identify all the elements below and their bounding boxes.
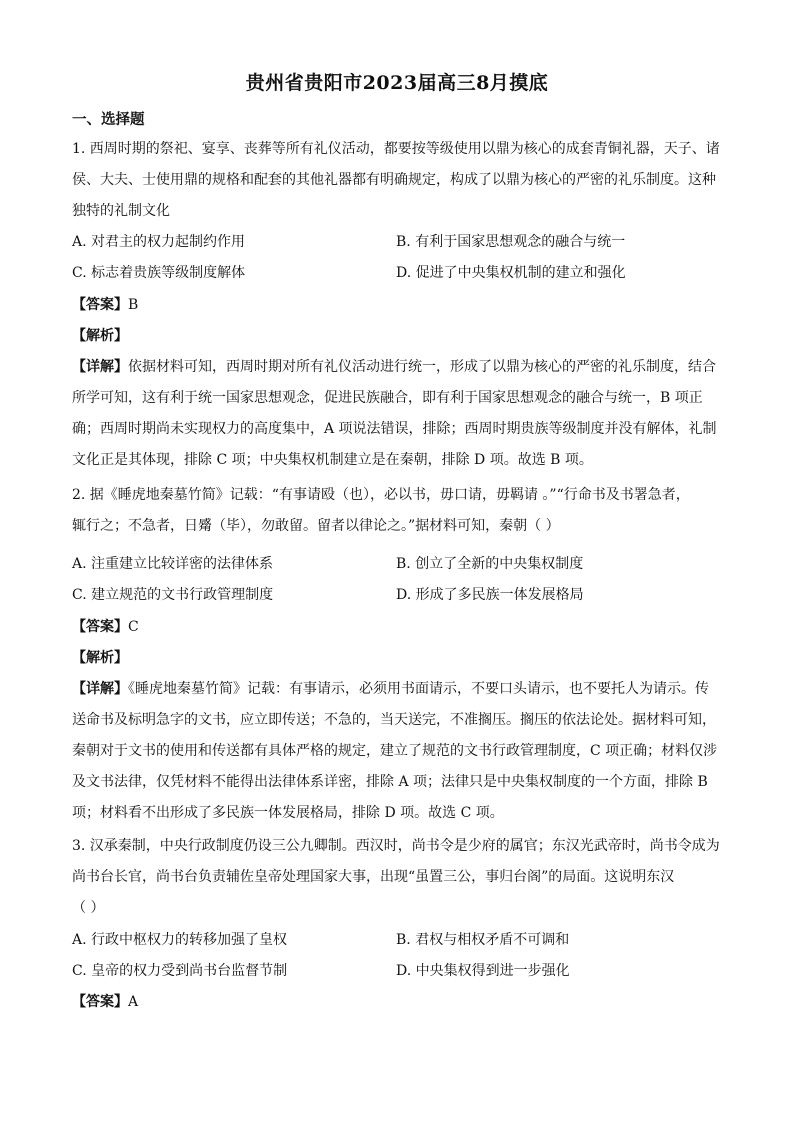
answer-value: C <box>128 619 139 635</box>
page-title: 贵州省贵阳市2023届高三8月摸底 <box>245 72 549 94</box>
answer-value: B <box>128 297 139 313</box>
answer-tag: 【答案】 <box>72 994 128 1010</box>
question-1-option-a: A. 对君主的权力起制约作用 <box>72 234 246 250</box>
detail-line: 确；西周时期尚未实现权力的高度集中，A 项说法错误，排除；西周时期贵族等级制度并没有解体，礼制 <box>72 421 717 437</box>
question-2-answer <box>72 612 139 643</box>
question-1-stem-line: 侯、大夫、士使用鼎的规格和配套的其他礼器都有明确规定，构成了以鼎为核心的严密的礼乐制度。这种 <box>72 172 716 188</box>
question-2-stem-line: 辄行之；不急者，日觱（毕），勿敢留。留者以律论之。”据材料可知，秦朝（ ） <box>72 518 560 534</box>
question-2-option-d: D. 形成了多民族一体发展格局 <box>396 587 584 603</box>
detail-line: 文化正是其体现，排除 C 项；中央集权机制建立是在秦朝，排除 D 项。故选 B 项。 <box>72 452 593 468</box>
detail-tag: 【详解】 <box>72 359 128 375</box>
question-3-option-d: D. 中央集权得到进一步强化 <box>396 963 570 979</box>
analysis-tag: 【解析】 <box>72 650 128 666</box>
question-2-stem-line: 2. 据《睡虎地秦墓竹简》记载：“有事请殴（也），必以书，毋口请，毋羁请 。”“行命书及书署急者， <box>72 487 690 503</box>
question-2-analysis <box>72 643 128 674</box>
question-3-option-a: A. 行政中枢权力的转移加强了皇权 <box>72 932 288 948</box>
question-1-answer <box>72 290 138 321</box>
question-2-options <box>72 549 724 611</box>
question-1-analysis <box>72 321 128 352</box>
question-1-option-c: C. 标志着贵族等级制度解体 <box>72 265 246 281</box>
question-2-stem <box>72 480 724 542</box>
question-3-answer <box>72 987 138 1018</box>
section-heading: 一、选择题 <box>72 111 145 128</box>
answer-tag: 【答案】 <box>72 619 128 635</box>
analysis-tag: 【解析】 <box>72 328 128 344</box>
question-3-stem-line: 尚书台长官，尚书台负责辅佐皇帝处理国家大事，出现“虽置三公，事归台阁”的局面。这说明东汉 <box>72 869 675 885</box>
question-2-option-a: A. 注重建立比较详密的法律体系 <box>72 556 274 572</box>
question-3-option-c: C. 皇帝的权力受到尚书台监督节制 <box>72 963 288 979</box>
question-1-stem <box>72 134 724 227</box>
question-2-detail <box>72 674 724 829</box>
detail-tag: 【详解】 <box>72 681 128 697</box>
detail-line: 《睡虎地秦墓竹简》记载：有事请示，必须用书面请示，不要口头请示，也不要托人为请示。传 <box>128 681 709 697</box>
answer-value: A <box>128 994 139 1010</box>
question-1-option-d: D. 促进了中央集权机制的建立和强化 <box>396 265 626 281</box>
question-1-option-b: B. 有利于国家思想观念的融合与统一 <box>396 234 626 250</box>
detail-line: 所学可知，这有利于统一国家思想观念，促进民族融合，即有利于国家思想观念的融合与统一，B 项正 <box>72 390 703 406</box>
question-3-stem-line: （ ） <box>72 900 105 916</box>
question-3-stem <box>72 831 724 924</box>
question-1-detail <box>72 352 724 476</box>
question-2-option-c: C. 建立规范的文书行政管理制度 <box>72 587 274 603</box>
detail-line: 及文书法律，仅凭材料不能得出法律体系详密，排除 A 项；法律只是中央集权制度的一个方面，排除 B <box>72 774 708 790</box>
question-2-option-b: B. 创立了全新的中央集权制度 <box>396 556 584 572</box>
question-3-stem-line: 3. 汉承秦制，中央行政制度仍设三公九卿制。西汉时，尚书令是少府的属官；东汉光武帝时，尚书令成为 <box>72 838 720 854</box>
question-1-stem-line: 1. 西周时期的祭祀、宴享、丧葬等所有礼仪活动，都要按等级使用以鼎为核心的成套青铜礼器，天子、诸 <box>72 141 720 157</box>
detail-line: 依据材料可知，西周时期对所有礼仪活动进行统一，形成了以鼎为核心的严密的礼乐制度，结合 <box>128 359 716 375</box>
question-3-option-b: B. 君权与相权矛盾不可调和 <box>396 932 570 948</box>
question-3-options <box>72 925 724 987</box>
detail-line: 项；材料看不出形成了多民族一体发展格局，排除 D 项。故选 C 项。 <box>72 805 504 821</box>
question-1-options <box>72 227 724 289</box>
question-1-stem-line: 独特的礼制文化 <box>72 203 170 219</box>
detail-line: 送命书及标明急字的文书，应立即传送；不急的，当天送完，不准搁压。搁压的依法论处。据材料可知， <box>72 712 716 728</box>
detail-line: 秦朝对于文书的使用和传送都有具体严格的规定，建立了规范的文书行政管理制度，C 项正确；材料仅涉 <box>72 743 718 759</box>
answer-tag: 【答案】 <box>72 297 128 313</box>
